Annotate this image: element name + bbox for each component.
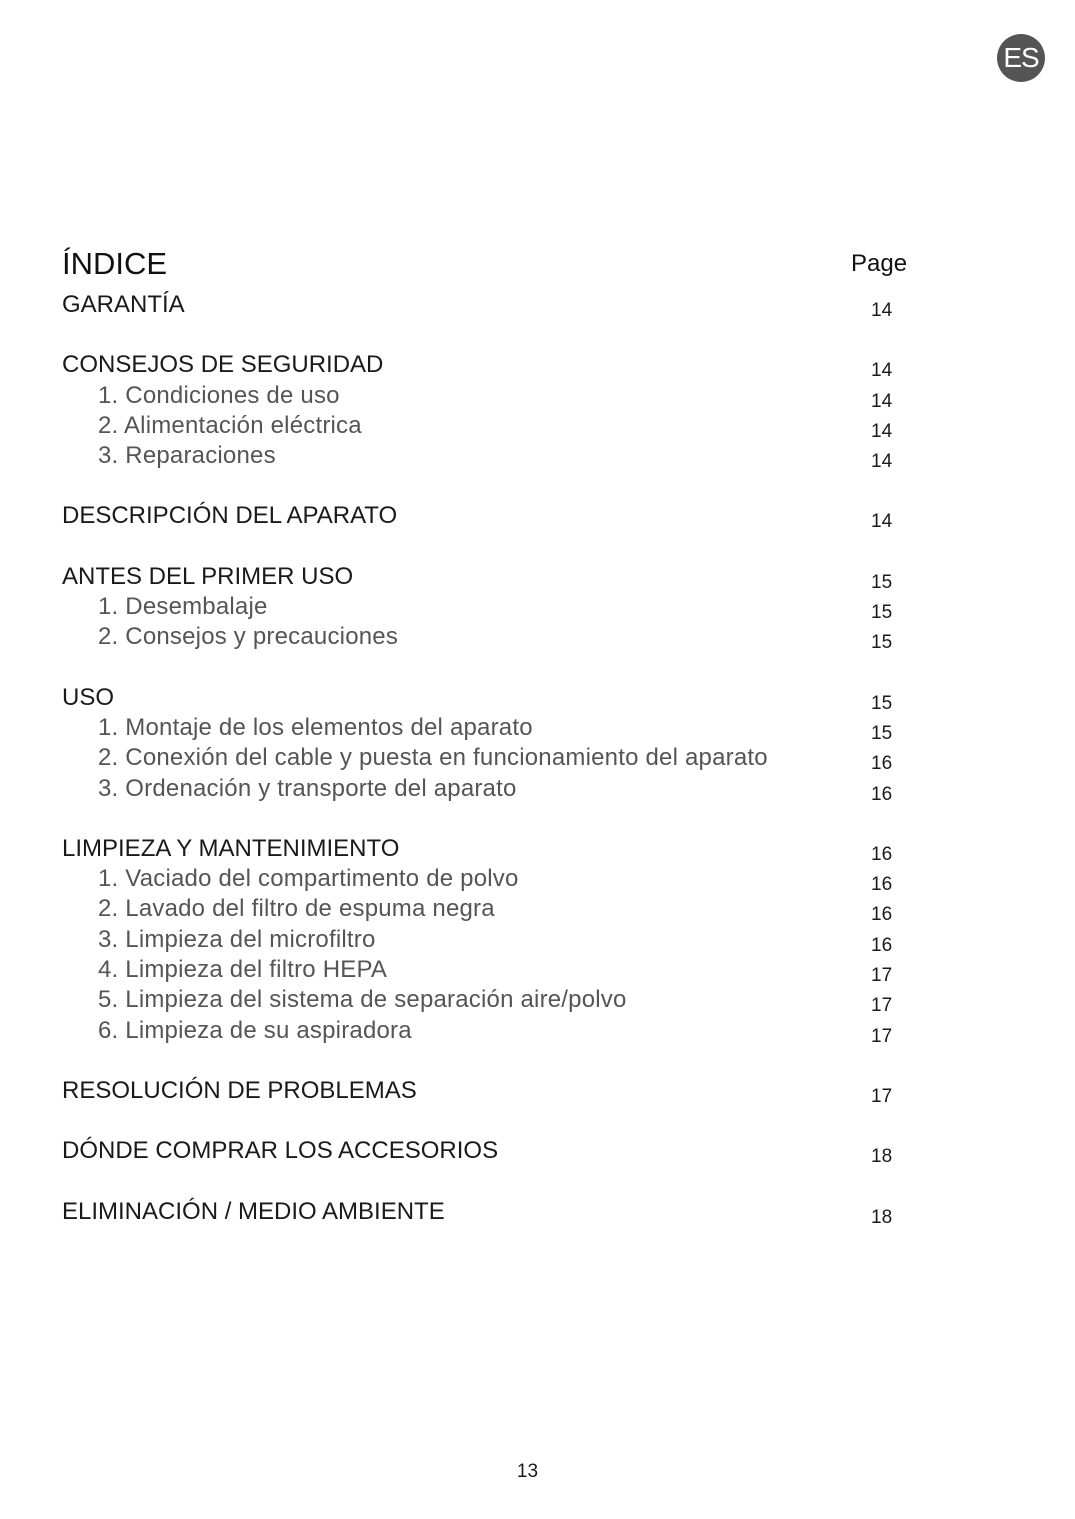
toc-page-number: 15 xyxy=(871,722,893,744)
toc-entry xyxy=(0,713,1075,743)
toc-section-heading xyxy=(0,501,1075,531)
toc-section-title: RESOLUCIÓN DE PROBLEMAS xyxy=(62,1076,417,1104)
toc-section-heading xyxy=(0,350,1075,380)
toc-section-title: ANTES DEL PRIMER USO xyxy=(62,562,354,590)
toc-entry-label: 2. Consejos y precauciones xyxy=(98,623,399,651)
toc-page-number: 14 xyxy=(871,300,893,321)
toc-entry-label: 1. Desembalaje xyxy=(98,593,268,621)
toc-page-number: 17 xyxy=(871,995,893,1017)
toc-page-number: 14 xyxy=(871,390,893,412)
toc-page-number: 17 xyxy=(871,1085,893,1107)
toc-section-heading xyxy=(0,1197,1075,1227)
toc-page-number: 17 xyxy=(871,965,893,987)
toc-entry-label: 2. Conexión del cable y puesta en funcionamiento del aparato xyxy=(98,744,768,772)
toc-entry xyxy=(0,622,1075,652)
toc-section-heading xyxy=(0,562,1075,592)
toc-page-number: 14 xyxy=(871,451,893,473)
toc-section xyxy=(0,501,1075,531)
toc-entry-label: 3. Limpieza del microfiltro xyxy=(98,925,376,953)
toc-section xyxy=(0,683,1075,804)
toc-page-number: 16 xyxy=(871,783,893,805)
toc-page-number: 18 xyxy=(871,1206,893,1228)
toc-entry-label: 3. Reparaciones xyxy=(98,442,276,470)
toc-section-title: ELIMINACIÓN / MEDIO AMBIENTE xyxy=(62,1197,445,1225)
toc-entry xyxy=(0,894,1075,924)
toc-section-title: DÓNDE COMPRAR LOS ACCESORIOS xyxy=(62,1137,499,1165)
toc-page-number: 16 xyxy=(871,874,893,896)
toc-entry-label: 1. Vaciado del compartimento de polvo xyxy=(98,865,519,893)
toc-page-number: 15 xyxy=(871,602,893,624)
toc-entry-label: 3. Ordenación y transporte del aparato xyxy=(98,774,517,802)
toc-section-heading xyxy=(0,290,1075,320)
toc-page-number: 16 xyxy=(871,904,893,926)
toc-entry xyxy=(0,592,1075,622)
toc-page-number: 16 xyxy=(871,934,893,956)
toc-entry-label: 4. Limpieza del filtro HEPA xyxy=(98,956,388,984)
toc-entry xyxy=(0,955,1075,985)
toc-section-heading xyxy=(0,683,1075,713)
toc-page-number: 14 xyxy=(871,511,893,533)
toc-page-number: 14 xyxy=(871,420,893,442)
toc-entry xyxy=(0,743,1075,773)
toc-page-number: 18 xyxy=(871,1146,893,1168)
toc-section-title: LIMPIEZA Y MANTENIMIENTO xyxy=(62,834,400,862)
toc-page-number: 17 xyxy=(871,1025,893,1047)
toc-page-number: 16 xyxy=(871,753,893,775)
language-badge xyxy=(997,34,1045,82)
toc-entry-label: 1. Condiciones de uso xyxy=(98,381,340,409)
toc-section xyxy=(0,350,1075,471)
toc-page-number: 15 xyxy=(871,571,893,593)
toc-entry xyxy=(0,1016,1075,1046)
language-badge-label: ES xyxy=(1003,42,1039,73)
table-of-contents xyxy=(0,290,1075,1257)
toc-entry xyxy=(0,411,1075,441)
toc-page-number: 14 xyxy=(871,360,893,382)
toc-section-heading xyxy=(0,1136,1075,1166)
toc-entry xyxy=(0,985,1075,1015)
toc-entry-label: 2. Lavado del filtro de espuma negra xyxy=(98,895,495,923)
toc-section xyxy=(0,562,1075,653)
toc-entry xyxy=(0,381,1075,411)
toc-entry xyxy=(0,441,1075,471)
page-column-header: Page xyxy=(851,250,908,277)
toc-entry-label: 6. Limpieza de su aspiradora xyxy=(98,1016,412,1044)
toc-section-title: DESCRIPCIÓN DEL APARATO xyxy=(62,502,398,530)
toc-section xyxy=(0,1076,1075,1106)
toc-section-title: GARANTÍA xyxy=(62,291,185,318)
toc-entry xyxy=(0,925,1075,955)
toc-entry-label: 1. Montaje de los elementos del aparato xyxy=(98,713,533,741)
toc-entry-label: 2. Alimentación eléctrica xyxy=(98,411,362,439)
toc-section-title: CONSEJOS DE SEGURIDAD xyxy=(62,351,384,379)
toc-section-title: USO xyxy=(62,683,115,711)
toc-title: ÍNDICE xyxy=(62,246,168,281)
toc-entry xyxy=(0,774,1075,804)
toc-section xyxy=(0,1136,1075,1166)
toc-section xyxy=(0,1197,1075,1227)
toc-section-heading xyxy=(0,834,1075,864)
page-number: 13 xyxy=(516,1461,539,1482)
toc-page-number: 15 xyxy=(871,692,893,714)
toc-entry xyxy=(0,864,1075,894)
toc-section xyxy=(0,834,1075,1046)
toc-section-heading xyxy=(0,1076,1075,1106)
toc-entry-label: 5. Limpieza del sistema de separación aire/polvo xyxy=(98,986,627,1014)
toc-page-number: 15 xyxy=(871,632,893,654)
toc-section xyxy=(0,290,1075,320)
toc-page-number: 16 xyxy=(871,843,893,865)
